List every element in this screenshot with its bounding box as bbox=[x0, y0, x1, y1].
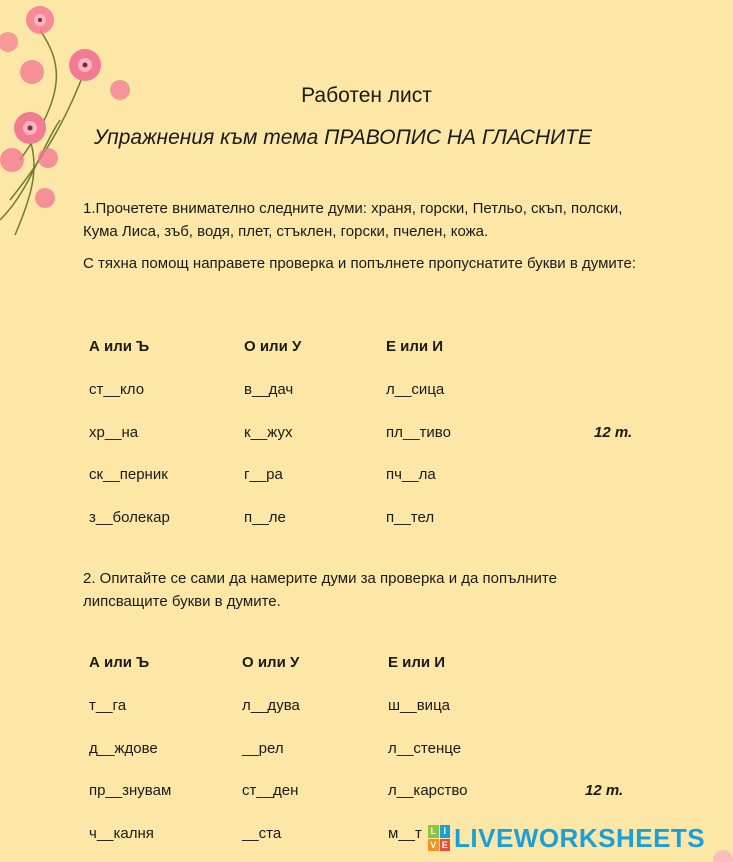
task2-word[interactable]: м__т bbox=[388, 825, 422, 842]
task1-word[interactable]: пч__ла bbox=[386, 466, 436, 483]
task2-word[interactable]: __ста bbox=[242, 825, 282, 842]
logo-mark-letter: L bbox=[428, 825, 439, 838]
task2-word[interactable]: д__ждове bbox=[89, 740, 158, 757]
task1-word[interactable]: к__жух bbox=[244, 424, 293, 441]
liveworksheets-logo bbox=[428, 822, 705, 854]
logo-mark-letter: E bbox=[440, 839, 451, 852]
task1-word[interactable]: хр__на bbox=[89, 424, 139, 441]
logo-mark-letter: I bbox=[440, 825, 451, 838]
task1-word[interactable]: пл__тиво bbox=[386, 424, 451, 441]
task2-header-a: А или Ъ bbox=[89, 654, 150, 671]
task1-word[interactable]: л__сица bbox=[386, 381, 445, 398]
task1-word[interactable]: ск__перник bbox=[89, 466, 168, 483]
task2-word[interactable]: л__дува bbox=[242, 697, 300, 714]
task2-word[interactable]: пр__знувам bbox=[89, 782, 172, 799]
task2-word[interactable]: __рел bbox=[242, 740, 284, 757]
task2-word[interactable]: ш__вица bbox=[388, 697, 450, 714]
task1-word[interactable]: г__ра bbox=[244, 466, 283, 483]
task2-word[interactable]: ст__ден bbox=[242, 782, 299, 799]
task2-word[interactable]: л__карство bbox=[388, 782, 468, 799]
task2-header-o: О или У bbox=[242, 654, 300, 671]
task1-header-e: Е или И bbox=[386, 338, 444, 355]
task2-word[interactable]: ч__калня bbox=[89, 825, 154, 842]
task2-word[interactable]: т__га bbox=[89, 697, 127, 714]
task1-instructions: 1.Прочетете внимателно следните думи: храня, горски, Петльо, скъп, полски, Кума Лиса, зъб, водя, плет, стъклен, горски, пчелен, кожа. bbox=[83, 200, 623, 240]
task2-header-e: Е или И bbox=[388, 654, 446, 671]
task1-points: 12 т. bbox=[594, 424, 633, 441]
task1-word[interactable]: п__тел bbox=[386, 509, 435, 526]
task2-word[interactable]: л__стенце bbox=[388, 740, 462, 757]
task1-header-o: О или У bbox=[244, 338, 302, 355]
liveworksheets-logo-text: LIVEWORKSHEETS bbox=[454, 822, 706, 853]
task1-word[interactable]: ст__кло bbox=[89, 381, 145, 398]
task1-word[interactable]: в__дач bbox=[244, 381, 294, 398]
task2-instructions: 2. Опитайте се сами да намерите думи за проверка и да попълните липсващите букви в думите. bbox=[83, 570, 557, 610]
task1-word[interactable]: п__ле bbox=[244, 509, 286, 526]
page-title: Работен лист bbox=[301, 84, 432, 107]
liveworksheets-mark-icon bbox=[428, 825, 450, 851]
task1-word[interactable]: з__болекар bbox=[89, 509, 170, 526]
task1-instructions-2: С тяхна помощ направете проверка и попълнете пропуснатите букви в думите: bbox=[83, 255, 636, 272]
task1-header-a: А или Ъ bbox=[89, 338, 150, 355]
page-subtitle: Упражнения към тема ПРАВОПИС НА ГЛАСНИТЕ bbox=[94, 126, 592, 149]
logo-mark-letter: V bbox=[428, 839, 439, 852]
task2-points: 12 т. bbox=[585, 782, 624, 799]
